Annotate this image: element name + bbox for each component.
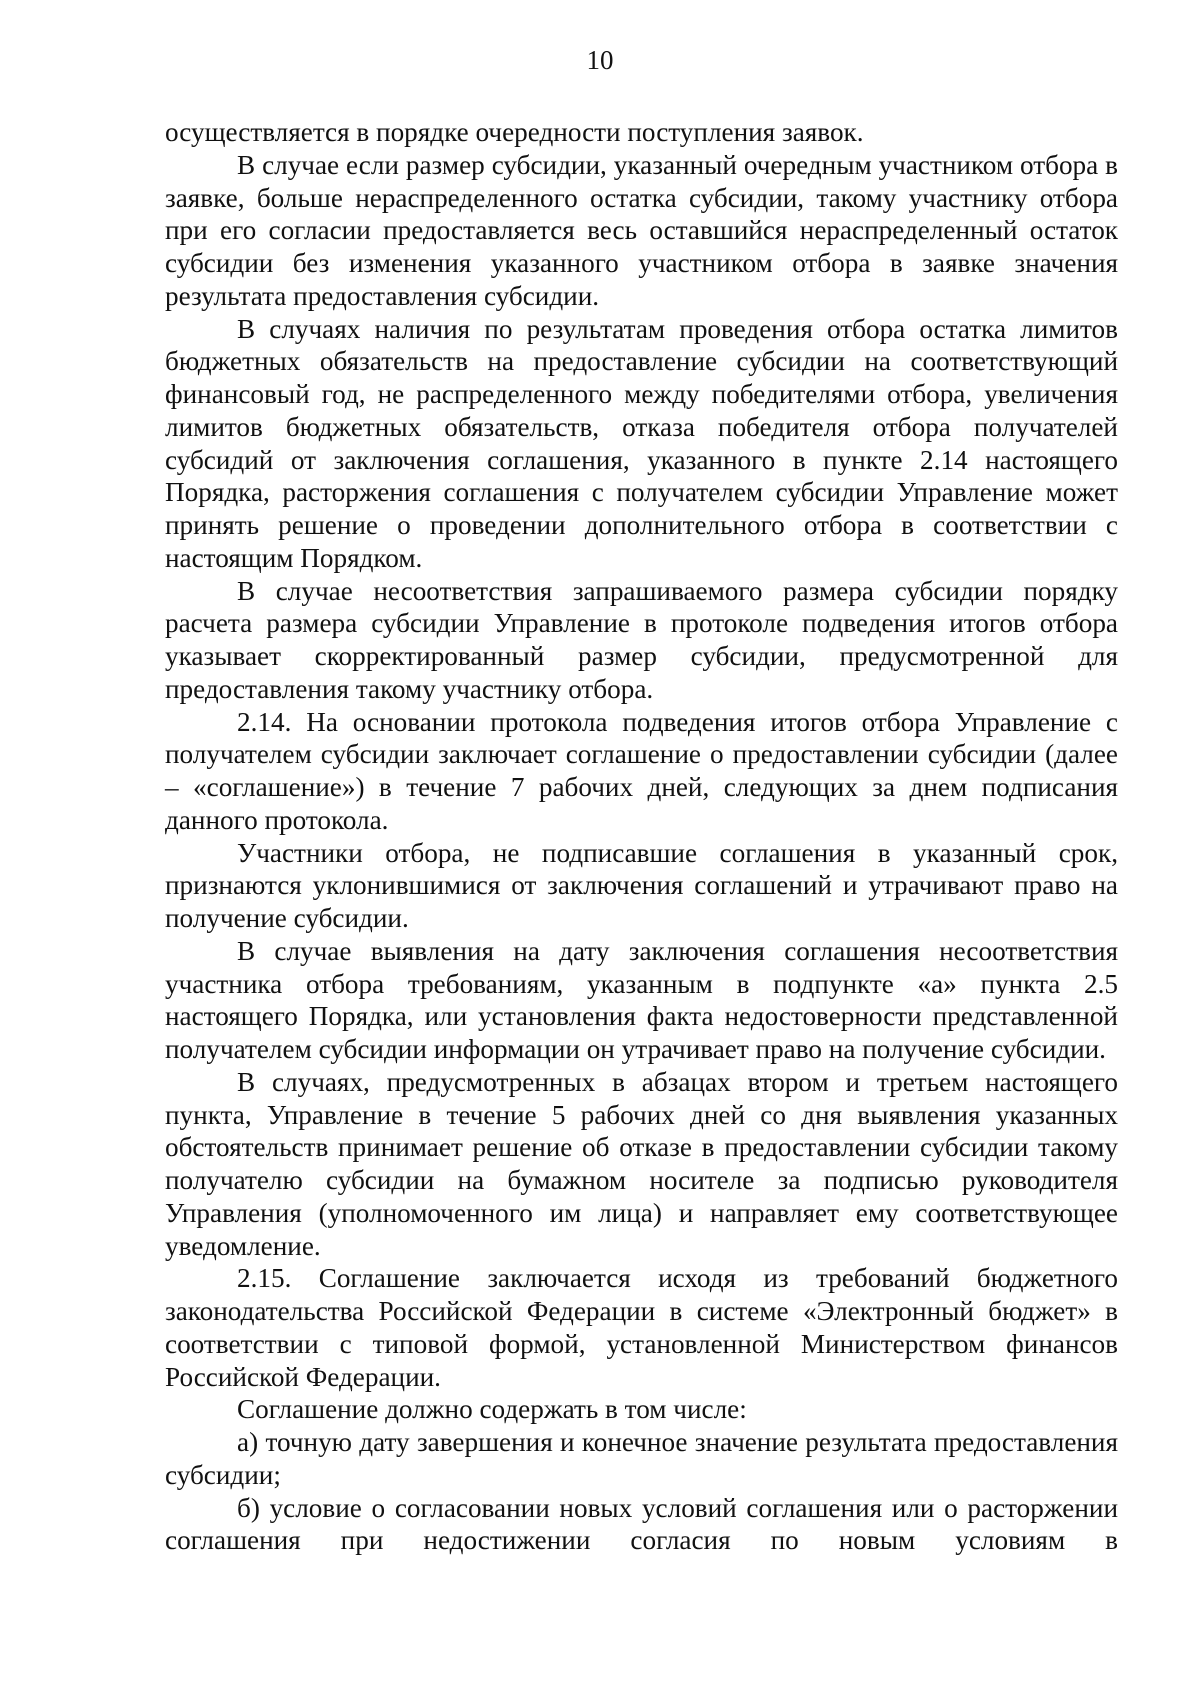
paragraph: В случаях, предусмотренных в абзацах втором и третьем настоящего пункта, Управление в течение 5 рабочих дней со дня выявления указанных обстоятельств принимает решение об отказе в предоставлении субсидии такому получателю субсидии на бумажном носителе за подписью руководителя Управления (уполномоченного им лица) и направляет ему соответствующее уведомление. bbox=[165, 1066, 1118, 1261]
paragraph: В случаях наличия по результатам проведения отбора остатка лимитов бюджетных обязательств на предоставление субсидии на соответствующий финансовый год, не распределенного между победителями отбора, увеличения лимитов бюджетных обязательств, отказа победителя отбора получателей субсидий от заключения соглашения, указанного в пункте 2.14 настоящего Порядка, расторжения соглашения с получателем субсидии Управление может принять решение о проведении дополнительного отбора в соответствии с настоящим Порядком. bbox=[165, 313, 1118, 573]
paragraph: В случае несоответствия запрашиваемого размера субсидии порядку расчета размера субсидии Управление в протоколе подведения итогов отбора указывает скорректированный размер субсидии, предусмотренной для предоставления такому участнику отбора. bbox=[165, 575, 1118, 704]
page-number: 10 bbox=[586, 45, 614, 75]
paragraph: 2.15. Соглашение заключается исходя из требований бюджетного законодательства Российской Федерации в системе «Электронный бюджет» в соответствии с типовой формой, установленной Министерством финансов Российской Федерации. bbox=[165, 1263, 1118, 1392]
paragraph: Соглашение должно содержать в том числе: bbox=[237, 1394, 747, 1425]
paragraph: 2.14. На основании протокола подведения итогов отбора Управление с получателем субсидии заключает соглашение о предоставлении субсидии (далее – «соглашение») в течение 7 рабочих дней, следующих за днем подписания данного протокола. bbox=[165, 706, 1118, 835]
paragraph: В случае если размер субсидии, указанный очередным участником отбора в заявке, больше нераспределенного остатка субсидии, такому участнику отбора при его согласии предоставляется весь оставшийся нераспределенный остаток субсидии без изменения указанного участником отбора в заявке значения результата предоставления субсидии. bbox=[165, 149, 1118, 311]
paragraph: б) условие о согласовании новых условий соглашения или о расторжении соглашения при недостижении согласия по новым условиям в bbox=[165, 1492, 1118, 1556]
paragraph: осуществляется в порядке очередности поступления заявок. bbox=[165, 117, 864, 147]
document-body bbox=[165, 116, 1118, 1557]
paragraph: Участники отбора, не подписавшие соглашения в указанный срок, признаются уклонившимися от заключения соглашений и утрачивают право на получение субсидии. bbox=[165, 837, 1118, 933]
paragraph: В случае выявления на дату заключения соглашения несоответствия участника отбора требованиям, указанным в подпункте «а» пункта 2.5 настоящего Порядка, или установления факта недостоверности представленной получателем субсидии информации он утрачивает право на получение субсидии. bbox=[165, 935, 1118, 1064]
paragraph: а) точную дату завершения и конечное значение результата предоставления субсидии; bbox=[165, 1427, 1118, 1490]
